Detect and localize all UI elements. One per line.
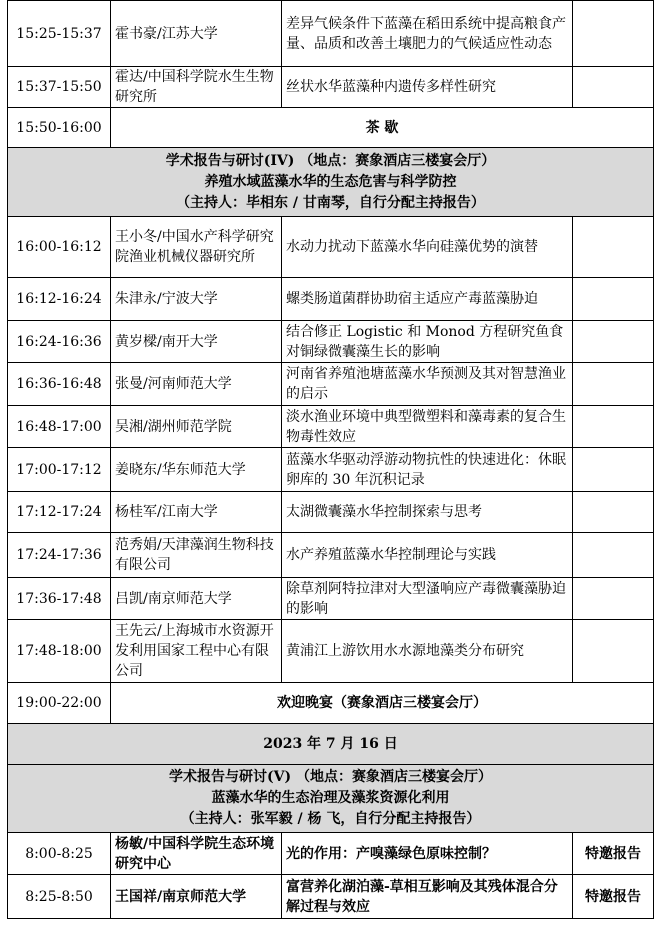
tea-break-row (8, 108, 654, 148)
tea-break-label: 茶 歇 (111, 108, 654, 148)
time-cell: 16:00-16:12 (8, 217, 111, 278)
session-host: （主持人：毕相东 / 甘南琴，自行分配主持报告） (176, 194, 485, 211)
session-header (8, 765, 654, 833)
note-cell (573, 448, 654, 492)
talk-title-cell: 太湖微囊藻水华控制探索与思考 (282, 492, 573, 533)
time-cell: 17:24-17:36 (8, 533, 111, 578)
speaker-cell: 朱津永/宁波大学 (111, 278, 282, 321)
talk-title-cell: 除草剂阿特拉津对大型溞响应产毒微囊藻胁迫的影响 (282, 578, 573, 620)
table-row (8, 448, 654, 492)
table-row (8, 278, 654, 321)
talk-title-cell: 黄浦江上游饮用水水源地藻类分布研究 (282, 620, 573, 683)
table-row (8, 1, 654, 67)
time-cell: 19:00-22:00 (8, 683, 111, 724)
time-cell: 16:48-17:00 (8, 406, 111, 448)
talk-title-cell: 淡水渔业环境中典型微塑料和藻毒素的复合生物毒性效应 (282, 406, 573, 448)
table-row (8, 620, 654, 683)
time-cell: 17:12-17:24 (8, 492, 111, 533)
schedule-table (7, 0, 654, 919)
table-row (8, 363, 654, 406)
talk-title-cell: 蓝藻水华驱动浮游动物抗性的快速进化：休眠卵库的 30 年沉积记录 (282, 448, 573, 492)
talk-title-cell: 结合修正 Logistic 和 Monod 方程研究鱼食对铜绿微囊藻生长的影响 (282, 321, 573, 363)
table-row (8, 578, 654, 620)
note-cell (573, 533, 654, 578)
speaker-cell: 王国祥/南京师范大学 (111, 875, 282, 919)
table-row (8, 406, 654, 448)
speaker-cell: 霍书豪/江苏大学 (111, 1, 282, 67)
table-row (8, 833, 654, 875)
session-title: 学术报告与研讨(V) （地点：赛象酒店三楼宴会厅） (169, 769, 492, 785)
table-row (8, 67, 654, 108)
speaker-cell: 王先云/上海城市水资源开发利用国家工程中心有限公司 (111, 620, 282, 683)
note-cell (573, 620, 654, 683)
talk-title-cell: 富营养化湖泊藻-草相互影响及其残体混合分解过程与效应 (282, 875, 573, 919)
date-row (8, 724, 654, 765)
speaker-cell: 杨敏/中国科学院生态环境研究中心 (111, 833, 282, 875)
time-cell: 15:50-16:00 (8, 108, 111, 148)
time-cell: 17:36-17:48 (8, 578, 111, 620)
session-theme: 养殖水域蓝藻水华的生态危害与科学防控 (204, 173, 457, 190)
talk-title-cell: 水动力扰动下蓝藻水华向硅藻优势的演替 (282, 217, 573, 278)
talk-title-cell: 差异气候条件下蓝藻在稻田系统中提高粮食产量、品质和改善土壤肥力的气候适应性动态 (282, 1, 573, 67)
time-cell: 17:48-18:00 (8, 620, 111, 683)
note-cell (573, 278, 654, 321)
note-cell (573, 363, 654, 406)
note-cell (573, 492, 654, 533)
table-row (8, 321, 654, 363)
talk-title-cell: 丝状水华蓝藻种内遗传多样性研究 (282, 67, 573, 108)
banquet-row (8, 683, 654, 724)
session-title: 学术报告与研讨(IV) （地点：赛象酒店三楼宴会厅） (165, 152, 496, 169)
note-cell (573, 1, 654, 67)
speaker-cell: 吴湘/湖州师范学院 (111, 406, 282, 448)
session-header-row (8, 765, 654, 833)
session-host: （主持人：张军毅 / 杨 飞，自行分配主持报告） (180, 811, 481, 827)
table-row (8, 533, 654, 578)
time-cell: 16:36-16:48 (8, 363, 111, 406)
date-label: 2023 年 7 月 16 日 (8, 724, 654, 765)
table-row (8, 875, 654, 919)
note-cell (573, 217, 654, 278)
note-cell (573, 578, 654, 620)
speaker-cell: 吕凯/南京师范大学 (111, 578, 282, 620)
time-cell: 15:37-15:50 (8, 67, 111, 108)
session-header (8, 148, 654, 217)
talk-title-cell: 河南省养殖池塘蓝藻水华预测及其对智慧渔业的启示 (282, 363, 573, 406)
time-cell: 16:12-16:24 (8, 278, 111, 321)
session-theme: 蓝藻水华的生态治理及藻浆资源化利用 (211, 790, 450, 806)
note-cell: 特邀报告 (573, 833, 654, 875)
speaker-cell: 范秀娟/天津藻润生物科技有限公司 (111, 533, 282, 578)
banquet-label: 欢迎晚宴（赛象酒店三楼宴会厅） (111, 683, 654, 724)
table-row (8, 492, 654, 533)
table-row (8, 217, 654, 278)
time-cell: 17:00-17:12 (8, 448, 111, 492)
talk-title-cell: 光的作用：产嗅藻绿色原味控制？ (282, 833, 573, 875)
note-cell (573, 406, 654, 448)
speaker-cell: 张曼/河南师范大学 (111, 363, 282, 406)
note-cell (573, 67, 654, 108)
note-cell (573, 321, 654, 363)
note-cell: 特邀报告 (573, 875, 654, 919)
talk-title-cell: 水产养殖蓝藻水华控制理论与实践 (282, 533, 573, 578)
talk-title-cell: 螺类肠道菌群协助宿主适应产毒蓝藻胁迫 (282, 278, 573, 321)
time-cell: 16:24-16:36 (8, 321, 111, 363)
speaker-cell: 姜晓东/华东师范大学 (111, 448, 282, 492)
speaker-cell: 杨桂军/江南大学 (111, 492, 282, 533)
speaker-cell: 霍达/中国科学院水生生物研究所 (111, 67, 282, 108)
time-cell: 15:25-15:37 (8, 1, 111, 67)
time-cell: 8:25-8:50 (8, 875, 111, 919)
speaker-cell: 黄岁樑/南开大学 (111, 321, 282, 363)
session-header-row (8, 148, 654, 217)
time-cell: 8:00-8:25 (8, 833, 111, 875)
speaker-cell: 王小冬/中国水产科学研究院渔业机械仪器研究所 (111, 217, 282, 278)
